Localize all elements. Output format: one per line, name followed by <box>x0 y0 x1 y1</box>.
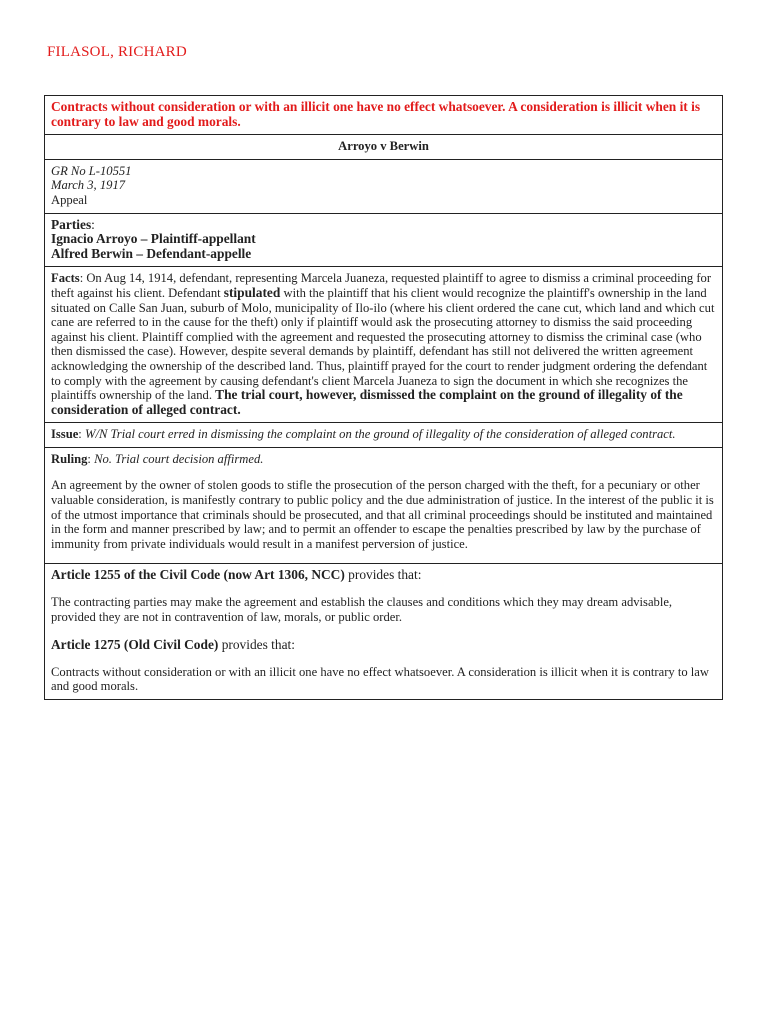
article-1275-text: Contracts without consideration or with an illicit one have no effect whatsoever. A consideration is illicit when it is contrary to law and good morals. <box>51 664 709 694</box>
ruling-cell <box>45 447 723 564</box>
ruling-summary: No. Trial court decision affirmed. <box>94 451 264 466</box>
facts-row <box>45 267 723 423</box>
defendant: Alfred Berwin – Defendant-appelle <box>51 245 252 261</box>
facts-text-part2: with the plaintiff that his client would recognize the plaintiff's ownership in the land situated on Calle San Juan, suburb of Molo, municipality of Ilo-ilo (where his client ordered the cane cut, which land and which cut cane are referred to in the cause for the theft) only if plaintiff would ask the prosecuting attorney to dismiss the said proceeding against his client. Plaintiff complied with the agreement and requested the prosecuting attorney to dismiss the criminal case (who then dismissed the case). However, despite several demands by plaintiff, defendant has still not delivered the written agreement acknowledging the ownership of the described land. Thus, plaintiff prayed for the court to render judgment ordering the defendant to comply with the agreement by causing defendant's client Marcela Juaneza to sign the document in which she recognizes the plaintiffs ownership of the land. <box>51 285 715 403</box>
gr-number: GR No L-10551 <box>51 163 132 178</box>
facts-label: Facts <box>51 271 80 286</box>
facts-stipulated: stipulated <box>223 284 281 300</box>
articles-row <box>45 564 723 700</box>
author-name: FILASOL, RICHARD <box>47 44 187 60</box>
issue-colon: : <box>78 427 85 442</box>
issue-row <box>45 423 723 448</box>
case-title: Arroyo v Berwin <box>45 135 723 160</box>
article-1255-intro: provides that: <box>344 567 422 583</box>
article-1255-text: The contracting parties may make the agreement and establish the clauses and conditions which they may dream advisable, provided they are not in contravention of law, morals, or public order. <box>51 595 673 624</box>
doctrine-text: Contracts without consideration or with an illicit one have no effect whatsoever. A consideration is illicit when it is contrary to law and good morals. <box>51 99 701 129</box>
case-info-row <box>45 159 723 213</box>
parties-cell: Parties: Ignacio Arroyo – Plaintiff-appellant Alfred Berwin – Defendant-appelle <box>45 213 723 267</box>
ruling-row <box>45 447 723 564</box>
parties-row <box>45 213 723 267</box>
case-brief-table <box>44 95 723 700</box>
parties-label: Parties <box>51 216 92 232</box>
case-type: Appeal <box>51 192 88 207</box>
issue-label: Issue <box>51 427 79 442</box>
article-1255-heading: Article 1255 of the Civil Code (now Art 1306, NCC) <box>51 567 345 583</box>
ruling-label: Ruling <box>51 451 88 466</box>
issue-text: W/N Trial court erred in dismissing the complaint on the ground of illegality of the consideration of alleged contract. <box>84 427 676 442</box>
ruling-body: An agreement by the owner of stolen goods to stifle the prosecution of the person charged with the theft, for a pecuniary or other valuable consideration, is manifestly contrary to public policy and the due administration of justice. In the interest of the public it is of the utmost importance that criminals should be prosecuted, and that all criminal proceedings should be instituted and maintained in the form and manner prescribed by law; and to permit an offender to escape the penalties prescribed by law by the purchase of immunity from private individuals would result in a manifest perversion of justice. <box>51 478 714 551</box>
plaintiff: Ignacio Arroyo – Plaintiff-appellant <box>51 231 256 247</box>
doctrine-row <box>45 96 723 135</box>
articles-cell <box>45 564 723 700</box>
article-1275-heading: Article 1275 (Old Civil Code) <box>51 637 219 653</box>
facts-conclusion: The trial court, however, dismissed the complaint on the ground of illegality of the consideration of alleged contract. <box>51 387 683 417</box>
ruling-colon: : <box>87 451 95 466</box>
case-info-cell <box>45 159 723 213</box>
facts-text-part1: : On Aug 14, 1914, defendant, representing Marcela Juaneza, requested plaintiff to agree to dismiss a criminal proceeding for theft against his client. Defendant <box>51 271 712 300</box>
issue-cell <box>45 423 723 448</box>
decision-date: March 3, 1917 <box>51 178 126 193</box>
doctrine-cell <box>45 96 723 135</box>
article-1275-intro: provides that: <box>218 637 295 653</box>
case-title-row <box>45 135 723 160</box>
facts-cell <box>45 267 723 423</box>
